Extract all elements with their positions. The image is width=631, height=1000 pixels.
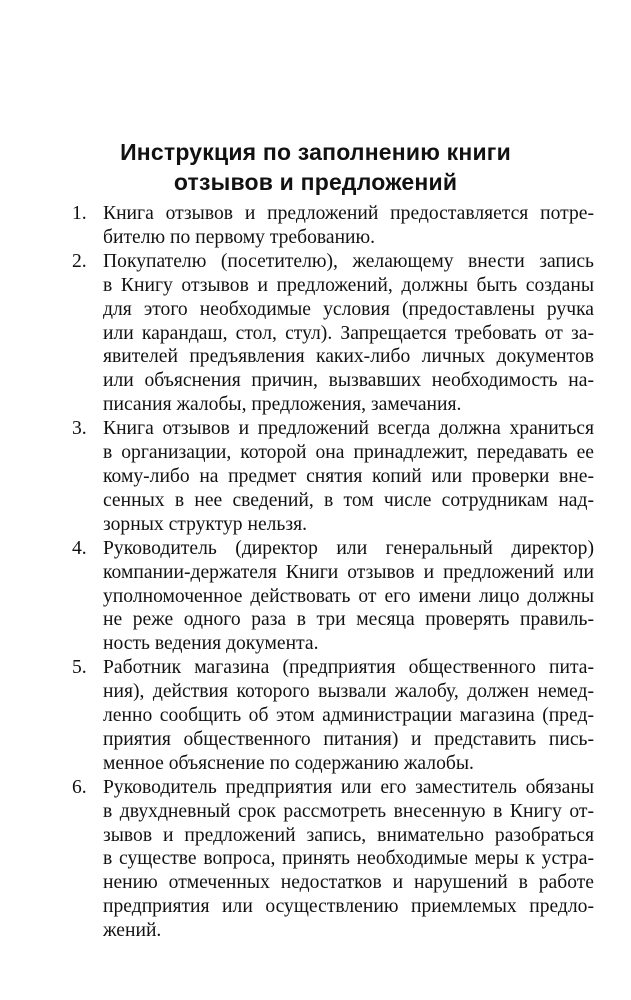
text-line: ния), действия которого вызвали жалобу, должен немед- <box>103 681 594 703</box>
list-item-text <box>103 656 594 776</box>
text-line: уполномоченное действовать от его имени лицо должны <box>103 585 594 607</box>
text-line: Книга отзывов и предложений предоставляется потре- <box>103 203 594 224</box>
text-line: ленно сообщить об этом администрации магазина (пред- <box>103 705 594 727</box>
text-line: в двухдневный срок рассмотреть внесенную в Книгу от- <box>103 800 594 822</box>
list-item-number: 1. <box>72 203 87 224</box>
list-item-text <box>103 417 594 537</box>
list-item <box>72 656 594 776</box>
title-line-2: отзывов и предложений <box>173 169 458 195</box>
list-item <box>72 776 594 943</box>
text-line: компании-держателя Книги отзывов и предложений или <box>103 561 594 583</box>
text-line: нению отмеченных недостатков и нарушений в работе <box>103 872 594 894</box>
text-line: менное объяснение по содержанию жалобы. <box>103 752 474 774</box>
instruction-list <box>72 202 594 943</box>
list-item <box>72 417 594 537</box>
text-line: жений. <box>103 920 162 942</box>
text-line: Руководитель (директор или генеральный директор) <box>103 537 594 559</box>
title-line-1: Инструкция по заполнению книги <box>120 139 511 165</box>
list-item-number: 6. <box>72 776 87 798</box>
list-item-number: 3. <box>72 418 87 440</box>
list-item-text <box>103 537 594 657</box>
list-item-number: 2. <box>72 250 87 272</box>
list-item-text <box>103 202 594 250</box>
list-item <box>72 537 594 657</box>
text-line: Работник магазина (предприятия общественного пита- <box>103 657 594 679</box>
text-line: Руководитель предприятия или его заместитель обязаны <box>103 776 594 798</box>
text-line: зывов и предложений запись, внимательно разобраться <box>103 824 594 846</box>
text-line: зорных структур нельзя. <box>103 513 308 535</box>
text-line: предприятия или осуществлению приемлемых предло- <box>103 896 594 918</box>
list-item-text <box>103 776 594 943</box>
page-title <box>0 137 631 197</box>
text-line: ность ведения документа. <box>103 633 319 655</box>
text-line: или объяснения причин, вызвавших необходимость на- <box>103 370 594 392</box>
text-line: для этого необходимые условия (предоставлены ручка <box>103 298 594 320</box>
text-line: бителю по первому требованию. <box>103 226 376 248</box>
text-line: в организации, которой она принадлежит, передавать ее <box>103 442 594 464</box>
text-line: кому-либо на предмет снятия копий или проверки вне- <box>103 465 594 487</box>
text-line: приятия общественного питания) и представить пись- <box>103 728 594 750</box>
text-line: или карандаш, стол, стул). Запрещается требовать от за- <box>103 322 594 344</box>
text-line: явителей предъявления каких-либо личных документов <box>103 346 594 368</box>
text-line: в существе вопроса, принять необходимые меры к устра- <box>103 848 594 870</box>
text-line: в Книгу отзывов и предложений, должны быть созданы <box>103 274 594 296</box>
text-line: писания жалобы, предложения, замечания. <box>103 394 462 416</box>
text-line: сенных в нее сведений, в том числе сотрудникам над- <box>103 489 594 511</box>
text-line: Покупателю (посетителю), желающему внести запись <box>103 250 594 272</box>
text-line: не реже одного раза в три месяца проверять правиль- <box>103 609 594 631</box>
list-item-text <box>103 250 594 417</box>
list-item <box>72 250 594 417</box>
list-item <box>72 202 594 250</box>
list-item-number: 4. <box>72 537 87 559</box>
list-item-number: 5. <box>72 657 87 679</box>
text-line: Книга отзывов и предложений всегда должна храниться <box>103 418 594 440</box>
